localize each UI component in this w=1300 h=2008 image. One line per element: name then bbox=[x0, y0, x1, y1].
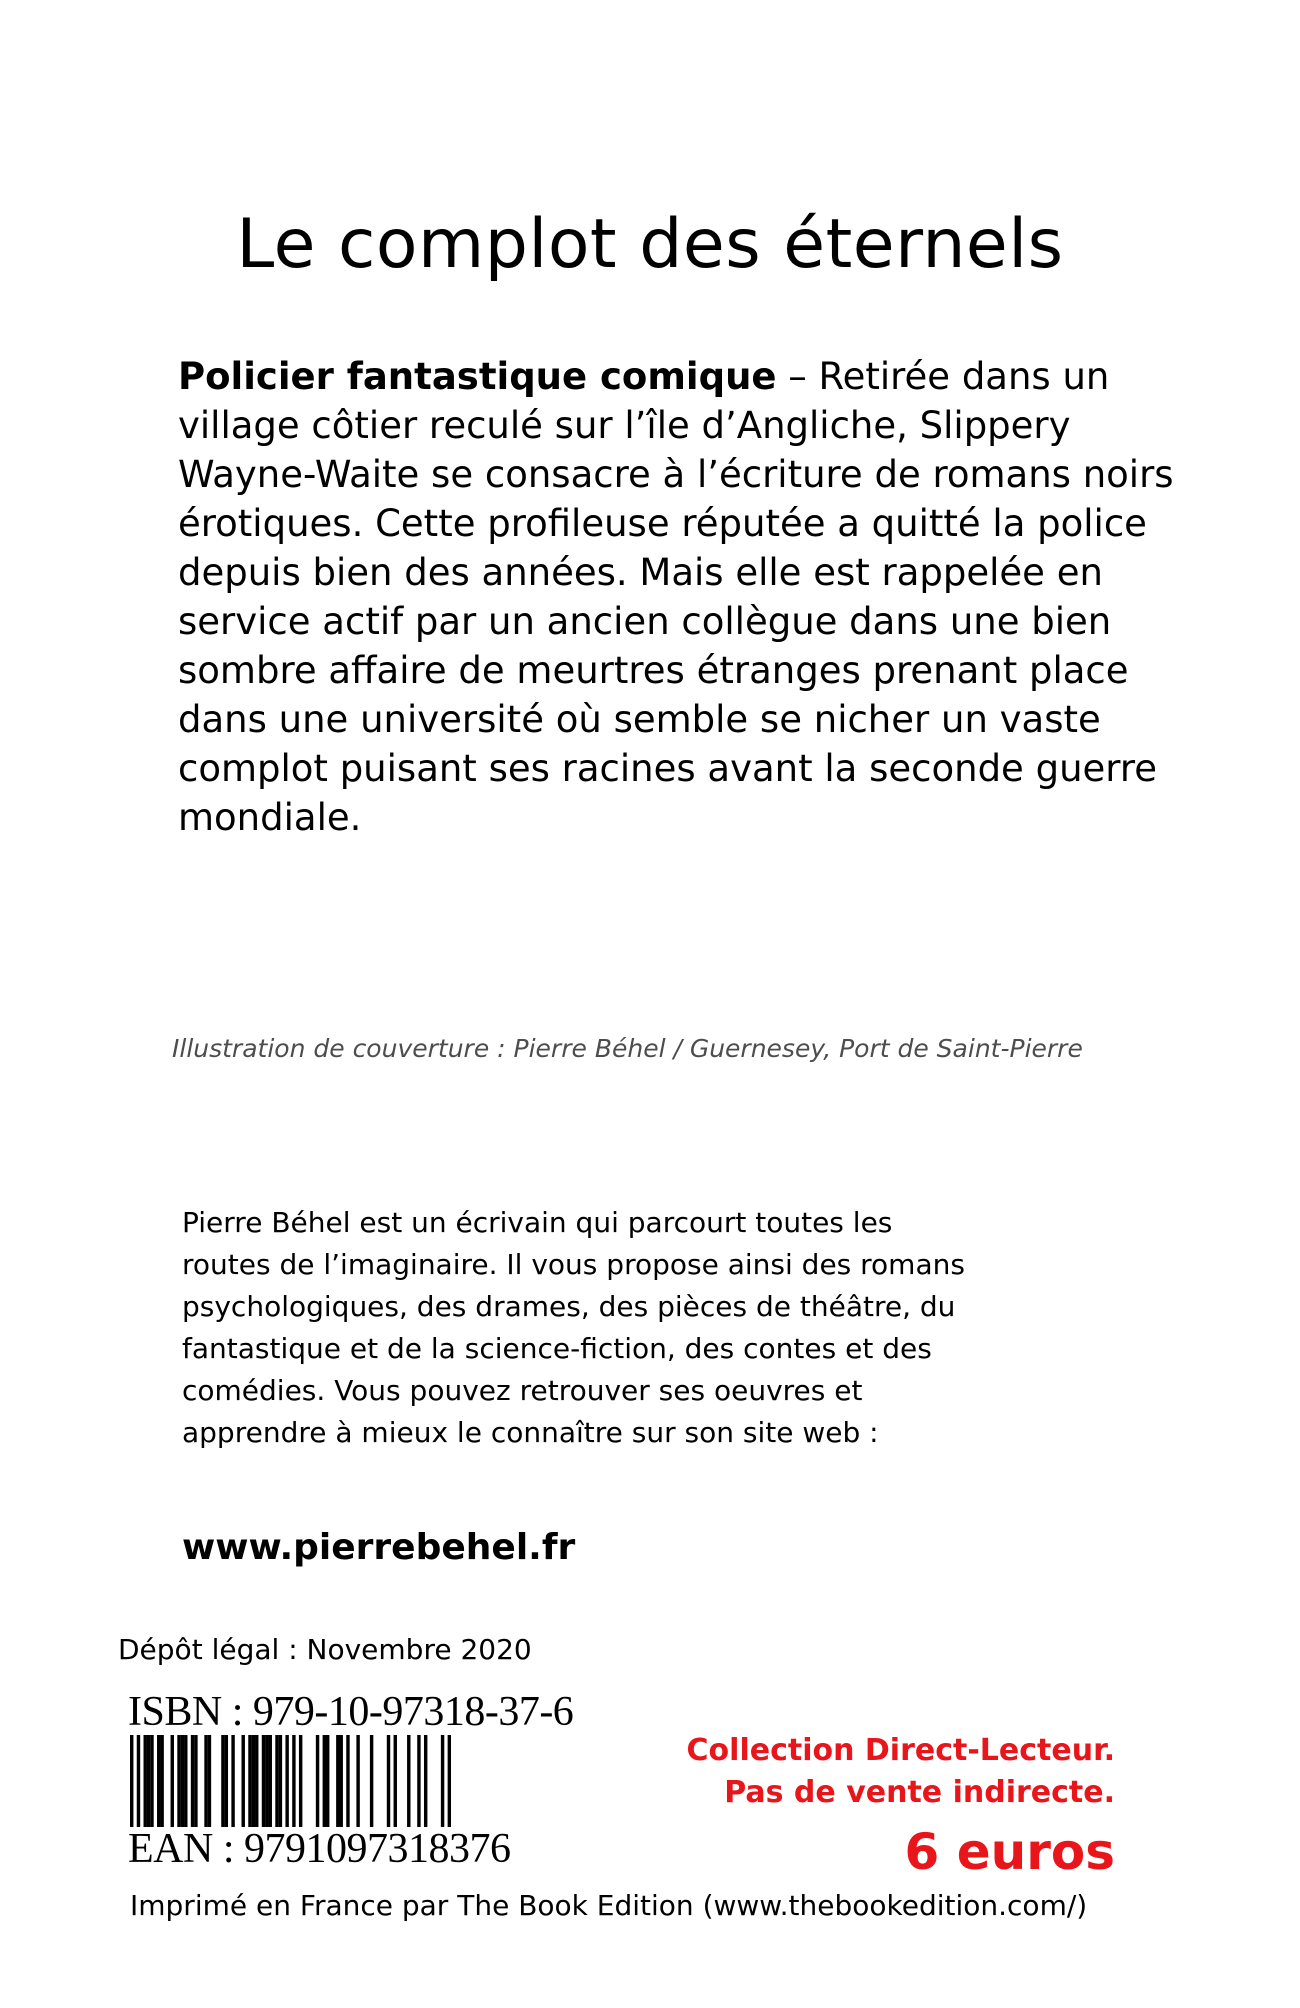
barcode-bar bbox=[221, 1735, 224, 1827]
collection-notice bbox=[687, 1730, 1115, 1814]
book-blurb bbox=[178, 352, 1178, 842]
barcode-bar bbox=[292, 1735, 295, 1827]
barcode-bar bbox=[130, 1735, 133, 1827]
barcode-bar bbox=[262, 1735, 265, 1827]
barcode bbox=[130, 1735, 451, 1827]
barcode-bar bbox=[150, 1735, 153, 1827]
barcode-bar bbox=[171, 1735, 174, 1827]
barcode-bar bbox=[204, 1735, 207, 1827]
printer-line: Imprimé en France par The Book Edition (www.thebookedition.com/) bbox=[130, 1889, 1088, 1922]
barcode-bar bbox=[299, 1735, 302, 1827]
barcode-bar bbox=[336, 1735, 339, 1827]
barcode-bar bbox=[326, 1735, 329, 1827]
legal-deposit: Dépôt légal : Novembre 2020 bbox=[118, 1633, 532, 1666]
barcode-bar bbox=[248, 1735, 251, 1827]
book-title: Le complot des éternels bbox=[236, 205, 1064, 284]
illustration-credit: Illustration de couverture : Pierre Béhel / Guernesey, Port de Saint-Pierre bbox=[172, 1034, 1083, 1063]
barcode-bar bbox=[316, 1735, 319, 1827]
isbn-label: ISBN : 979-10-97318-37-6 bbox=[128, 1689, 574, 1735]
barcode-bar bbox=[177, 1735, 180, 1827]
barcode-bar bbox=[137, 1735, 140, 1827]
author-bio: Pierre Béhel est un écrivain qui parcourt toutes les routes de l’imaginaire. Il vous propose ainsi des romans psychologiques, des drames, des pièces de théâtre, du fantastique et de la science-fiction, des contes et des comédies. Vous pouvez retrouver ses oeuvres et apprendre à mieux le connaître sur son site web : bbox=[182, 1206, 965, 1449]
price-label: 6 euros bbox=[904, 1823, 1115, 1881]
barcode-bar bbox=[356, 1735, 359, 1827]
barcode-bar bbox=[157, 1735, 160, 1827]
barcode-bar bbox=[285, 1735, 288, 1827]
barcode-bar bbox=[265, 1735, 268, 1827]
barcode-bar bbox=[160, 1735, 163, 1827]
barcode-bar bbox=[339, 1735, 342, 1827]
barcode-bar bbox=[242, 1735, 245, 1827]
barcode-bar bbox=[225, 1735, 228, 1827]
barcode-bar bbox=[407, 1735, 410, 1827]
barcode-bar bbox=[191, 1735, 194, 1827]
barcode-bar bbox=[275, 1735, 278, 1827]
barcode-bar bbox=[252, 1735, 255, 1827]
author-website: www.pierrebehel.fr bbox=[182, 1527, 576, 1568]
barcode-bar bbox=[417, 1735, 420, 1827]
barcode-bar bbox=[346, 1735, 349, 1827]
barcode-bar bbox=[279, 1735, 282, 1827]
barcode-bar bbox=[441, 1735, 444, 1827]
barcode-bar bbox=[387, 1735, 390, 1827]
barcode-bar bbox=[147, 1735, 150, 1827]
barcode-bar bbox=[184, 1735, 187, 1827]
barcode-bar bbox=[323, 1735, 326, 1827]
barcode-bar bbox=[144, 1735, 147, 1827]
barcode-bar bbox=[269, 1735, 272, 1827]
collection-line-2: Pas de vente indirecte. bbox=[724, 1775, 1115, 1810]
blurb-genre: Policier fantastique comique bbox=[178, 355, 777, 398]
barcode-bar bbox=[424, 1735, 427, 1827]
barcode-bar bbox=[448, 1735, 451, 1827]
barcode-bar bbox=[255, 1735, 258, 1827]
ean-label: EAN : 9791097318376 bbox=[128, 1826, 511, 1872]
barcode-bar bbox=[231, 1735, 234, 1827]
barcode-bar bbox=[370, 1735, 373, 1827]
barcode-bar bbox=[394, 1735, 397, 1827]
barcode-bar bbox=[181, 1735, 184, 1827]
blurb-text: – Retirée dans un village côtier reculé sur l’île d’Angliche, Slippery Wayne-Waite se consacre à l’écriture de romans noirs érotiques. Cette profileuse réputée a quitté la police depuis bien des années. Mais elle est rappelée en service actif par un ancien collègue dans une bien sombre affaire de meurtres étranges prenant place dans une université où semble se nicher un vaste complot puisant ses racines avant la seconde guerre mondiale. bbox=[178, 355, 1174, 839]
collection-line-1: Collection Direct-Lecteur. bbox=[686, 1733, 1115, 1768]
barcode-bar bbox=[208, 1735, 211, 1827]
barcode-bar bbox=[194, 1735, 197, 1827]
